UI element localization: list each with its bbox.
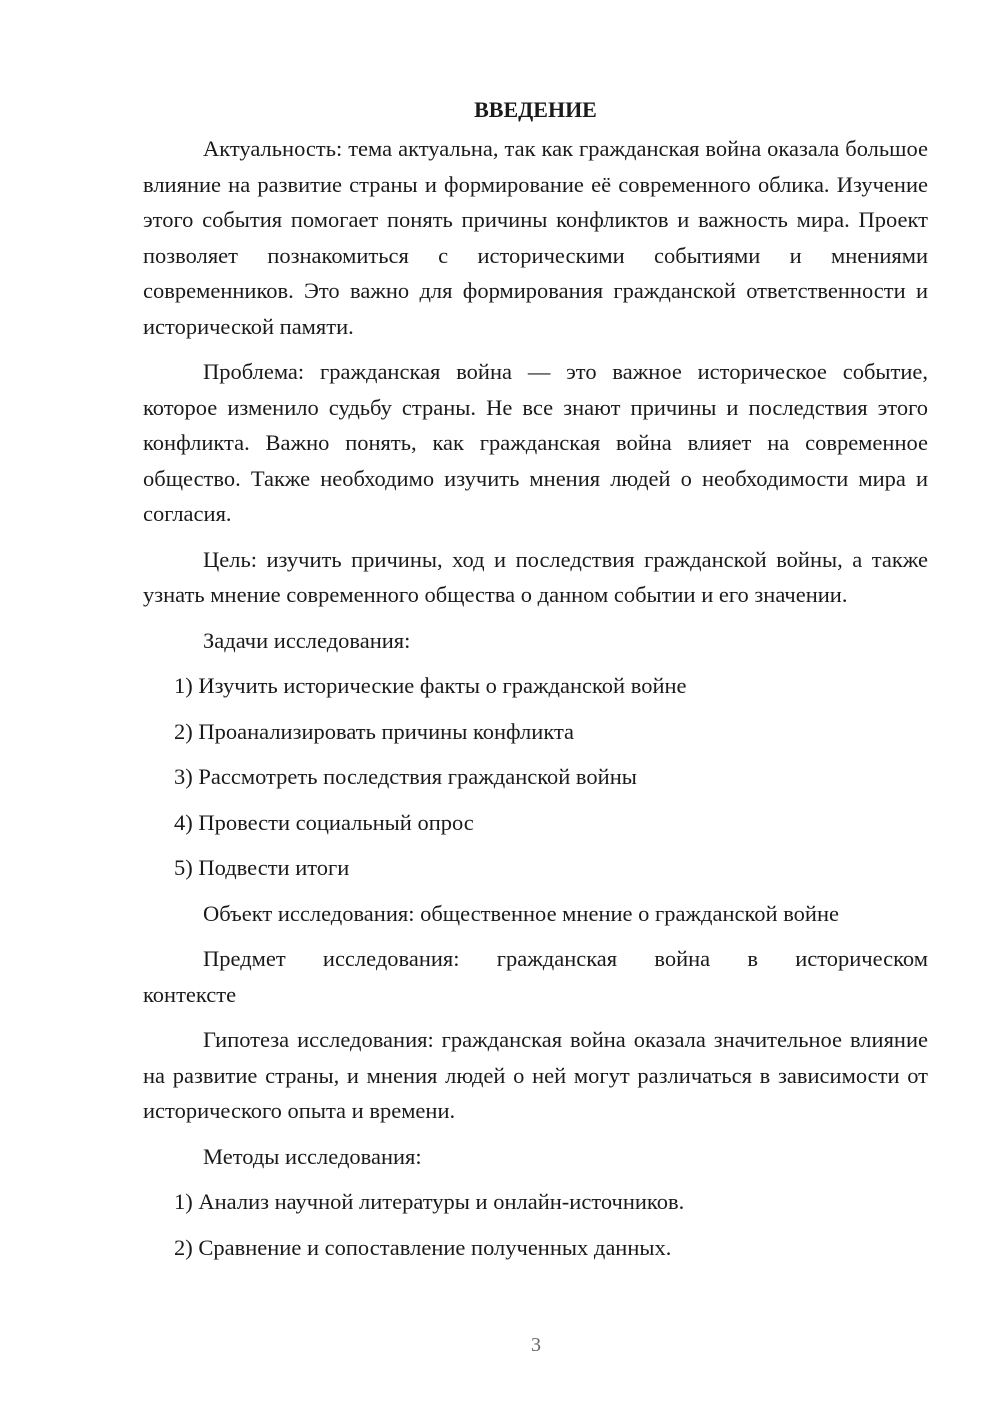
- task-item-2: 2) Проанализировать причины конфликта: [174, 718, 575, 744]
- subject-paragraph: Предмет исследования: гражданская война в историческом контексте: [143, 946, 928, 1007]
- methods-heading: Методы исследования:: [203, 1143, 422, 1169]
- problem-paragraph: Проблема: гражданская война — это важное историческое событие, которое изменило судьбу страны. Не все знают причины и последствия этого конфликта. Важно понять, как гражданская война влияет на современное общество. Также необходимо изучить мнения людей о необходимости мира и согласия.: [143, 359, 928, 526]
- hypothesis-paragraph: Гипотеза исследования: гражданская война оказала значительное влияние на развитие страны, и мнения людей о ней могут различаться в зависимости от исторического опыта и времени.: [143, 1027, 928, 1123]
- page-number: 3: [531, 1334, 541, 1356]
- relevance-paragraph: Актуальность: тема актуальна, так как гражданская война оказала большое влияние на развитие страны и формирование её современного облика. Изучение этого события помогает понять причины конфликтов и важность мира. Проект позволяет познакомиться с историческими событиями и мнениями современников. Это важно для формирования гражданской ответственности и исторической памяти.: [143, 136, 928, 339]
- task-item-5: 5) Подвести итоги: [174, 855, 350, 880]
- task-item-4: 4) Провести социальный опрос: [174, 809, 474, 835]
- page-title: ВВЕДЕНИЕ: [474, 97, 597, 122]
- tasks-heading: Задачи исследования:: [203, 627, 411, 653]
- object-paragraph: Объект исследования: общественное мнение о гражданской войне: [203, 900, 839, 926]
- task-item-1: 1) Изучить исторические факты о гражданской войне: [174, 673, 687, 698]
- method-item-2: 2) Сравнение и сопоставление полученных данных.: [174, 1234, 672, 1260]
- goal-paragraph: Цель: изучить причины, ход и последствия гражданской войны, а также узнать мнение современного общества о данном событии и его значении.: [143, 546, 928, 607]
- page-content: [143, 92, 928, 1275]
- task-item-3: 3) Рассмотреть последствия гражданской войны: [174, 764, 637, 789]
- method-item-1: 1) Анализ научной литературы и онлайн-источников.: [174, 1189, 685, 1214]
